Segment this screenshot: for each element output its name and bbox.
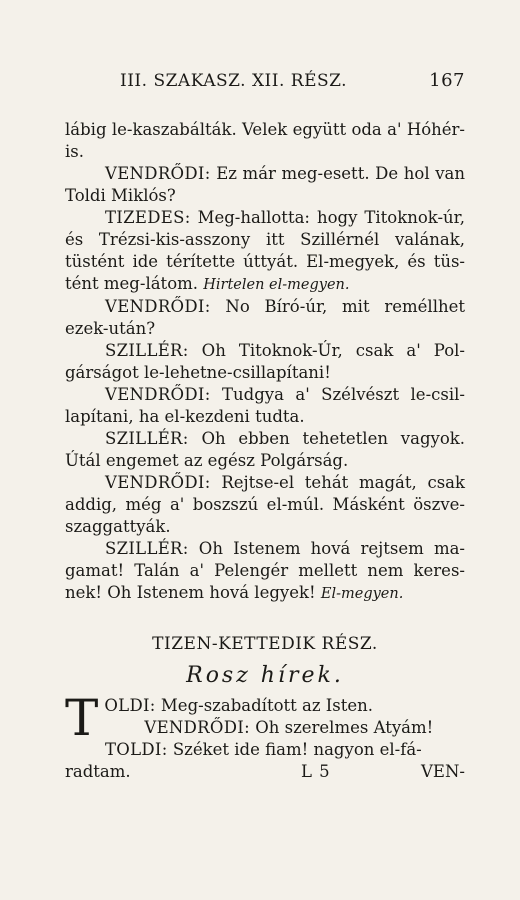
speaker-name: VENDRŐDI: — [105, 297, 211, 316]
stage-direction: Hirtelen el-megyen. — [203, 277, 350, 293]
dialogue-paragraph — [65, 538, 465, 605]
speech-text: Rejtse-el tehát magát, csak addig, még a' boszszú el-múl. Másként öszve-szaggattyák. — [65, 473, 466, 536]
page-footer — [65, 761, 465, 783]
speaker-name: SZILLÉR: — [105, 539, 189, 558]
catchword: VEN- — [421, 762, 465, 781]
dialogue-paragraph — [65, 717, 465, 739]
chapter-title: TIZEN-KETTEDIK RÉSZ. — [152, 634, 378, 654]
chapter-dialogue-block — [65, 689, 465, 761]
speaker-name: SZILLÉR: — [105, 429, 189, 448]
speech-text: Tudgya a' Szélvészt le-csil-lapítani, ha el-kezdeni tudta. — [65, 385, 465, 426]
speaker-name: VENDRŐDI: — [105, 164, 211, 183]
dialogue-paragraph — [65, 163, 465, 207]
body-text — [65, 119, 465, 783]
speech-text: Széket ide fiam! nagyon el-fá- — [172, 740, 422, 759]
dialogue-paragraph — [65, 428, 465, 472]
speaker-name: VENDRŐDI: — [105, 385, 211, 404]
speaker-name: TOLDI: — [105, 740, 168, 759]
speaker-name: VENDRŐDI: — [144, 718, 250, 737]
running-head — [120, 70, 465, 91]
running-head-title: III. SZAKASZ. XII. RÉSZ. — [120, 71, 348, 91]
dialogue-paragraph — [65, 207, 465, 296]
dialogue-paragraph — [65, 119, 465, 163]
dialogue-paragraph — [65, 472, 465, 538]
speaker-name: TIZEDES: — [105, 208, 191, 227]
stage-direction: El-megyen. — [320, 586, 404, 602]
speech-text: Oh szerelmes Atyám! — [255, 718, 434, 737]
dialogue-paragraph — [65, 384, 465, 428]
speech-text: Oh Titoknok-Úr, csak a' Pol-gárságot le-lehetne-csillapítani! — [65, 341, 465, 382]
signature-mark: L 5 — [300, 762, 331, 781]
speech-text: Oh ebben tehetetlen vagyok. Útál engemet az egész Polgárság. — [65, 429, 465, 470]
speech-text: Ez már meg-esett. De hol van Toldi Miklós? — [65, 164, 465, 205]
drop-cap: T — [65, 689, 99, 747]
chapter-subtitle: Rosz hírek. — [186, 663, 344, 688]
dialogue-block — [65, 119, 465, 605]
dialogue-paragraph — [65, 739, 465, 761]
speech-text: Oh Istenem hová rejtsem ma-gamat! Talán a' Pelengér mellett nem keres-nek! Oh Istenem hová legyek! — [65, 539, 466, 602]
speech-text: No Bíró-úr, mit reméllhet ezek-után? — [65, 297, 466, 338]
last-line-word: radtam. — [65, 762, 131, 781]
dialogue-paragraph — [65, 296, 465, 340]
speaker-name: OLDI: — [104, 696, 156, 715]
page-number: 167 — [429, 70, 465, 91]
speaker-name: SZILLÉR: — [105, 341, 189, 360]
speech-text: Meg-hallotta: hogy Titoknok-úr, és Trézsi-kis-asszony itt Szillérnél valának, tüstént ide térítette úttyát. El-megyek, és tüs-tént meg-látom. — [65, 208, 465, 293]
speech-text: Meg-szabadított az Isten. — [160, 696, 374, 715]
speaker-name: VENDRŐDI: — [105, 473, 211, 492]
speech-text: lábig le-kaszabálták. Velek együtt oda a' Hóhér-is. — [65, 120, 465, 161]
dialogue-paragraph — [65, 340, 465, 384]
